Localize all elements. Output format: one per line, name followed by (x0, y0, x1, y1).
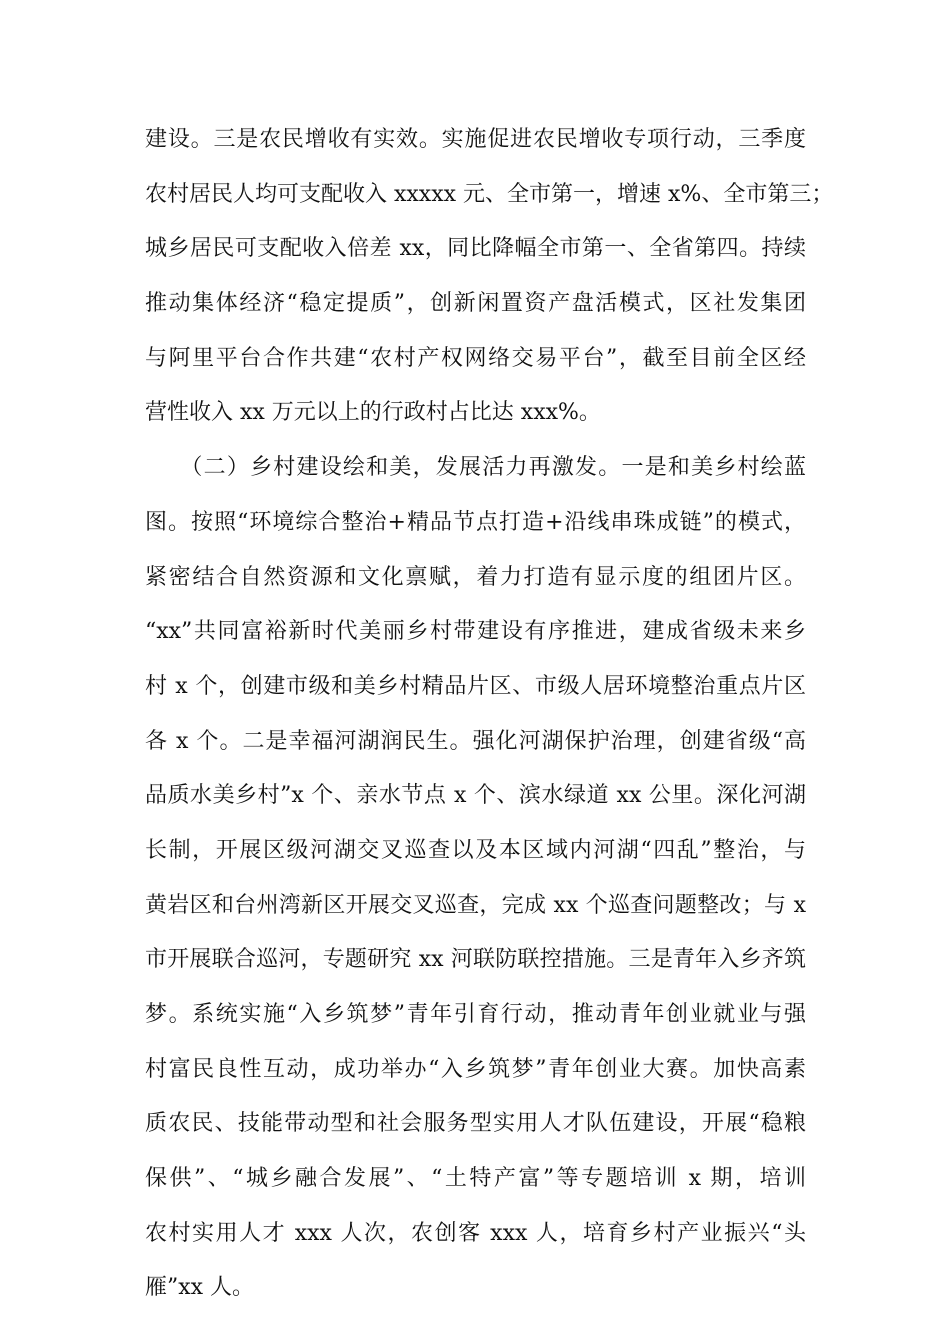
text-line: 农村实用人才 xxx 人次，农创客 xxx 人，培育乡村产业振兴“头 (145, 1220, 806, 1246)
text-line: “xx”共同富裕新时代美丽乡村带建设有序推进，建成省级未来乡 (145, 619, 806, 645)
text-line: 与阿里平台合作共建“农村产权网络交易平台”，截至目前全区经 (145, 345, 806, 371)
document-page (145, 113, 834, 1316)
text-line: 市开展联合巡河，专题研究 xx 河联防联控措施。三是青年入乡齐筑 (145, 947, 806, 973)
text-line: 村富民良性互动，成功举办“入乡筑梦”青年创业大赛。加快高素 (145, 1056, 806, 1082)
text-line: 紧密结合自然资源和文化禀赋，着力打造有显示度的组团片区。 (145, 564, 806, 590)
text-line: 推动集体经济“稳定提质”，创新闲置资产盘活模式，区社发集团 (145, 291, 806, 317)
text-line: 图。按照“环境综合整治+精品节点打造+沿线串珠成链”的模式， (145, 509, 806, 535)
text-line: 保供”、“城乡融合发展”、“土特产富”等专题培训 x 期，培训 (145, 1166, 806, 1192)
text-line: 雁”xx 人。 (145, 1275, 255, 1301)
text-line: 梦。系统实施“入乡筑梦”青年引育行动，推动青年创业就业与强 (145, 1002, 806, 1027)
paragraph-2 (145, 441, 806, 1316)
text-line: （二）乡村建设绘和美，发展活力再激发。一是和美乡村绘蓝 (145, 455, 806, 481)
text-line: 质农民、技能带动型和社会服务型实用人才队伍建设，开展“稳粮 (145, 1111, 806, 1137)
text-line: 营性收入 xx 万元以上的行政村占比达 xxx%。 (145, 400, 601, 426)
text-line: 长制，开展区级河湖交叉巡查以及本区域内河湖“四乱”整治，与 (145, 837, 806, 863)
paragraph-1 (145, 113, 834, 441)
text-line: 各 x 个。二是幸福河湖润民生。强化河湖保护治理，创建省级“高 (145, 728, 806, 754)
text-line: 城乡居民可支配收入倍差 xx，同比降幅全市第一、全省第四。持续 (145, 236, 806, 262)
text-line: 建设。三是农民增收有实效。实施促进农民增收专项行动，三季度 (145, 127, 806, 152)
text-line: 品质水美乡村”x 个、亲水节点 x 个、滨水绿道 xx 公里。深化河湖 (145, 783, 806, 809)
text-line: 农村居民人均可支配收入 xxxxx 元、全市第一，增速 x%、全市第三； (145, 181, 834, 207)
text-line: 村 x 个，创建市级和美乡村精品片区、市级人居环境整治重点片区 (145, 673, 806, 699)
text-line: 黄岩区和台州湾新区开展交叉巡查，完成 xx 个巡查问题整改；与 x (145, 892, 806, 918)
